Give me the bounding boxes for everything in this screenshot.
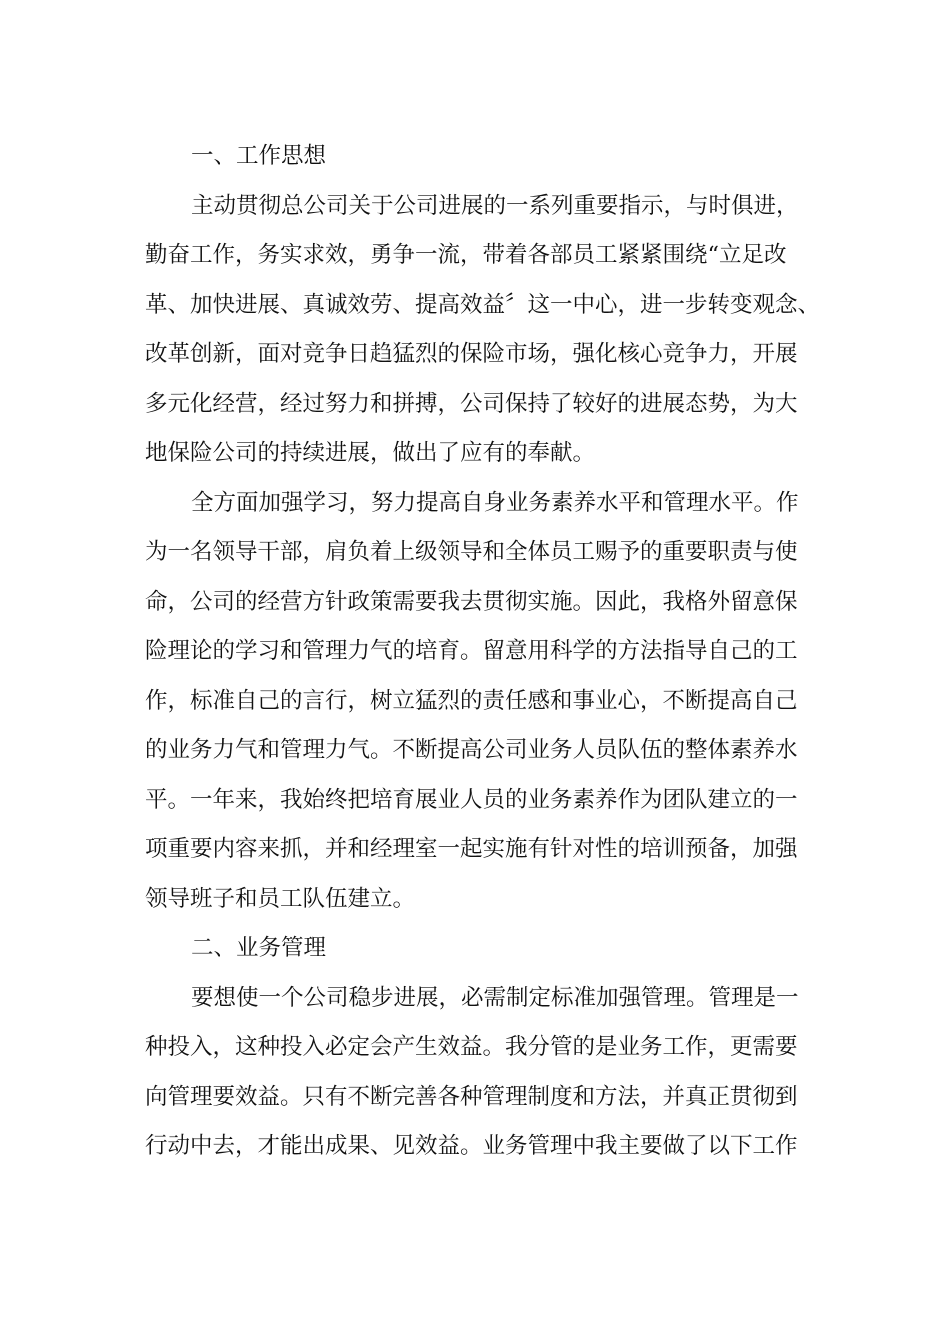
paragraph-line: 革、加快进展、真诚效劳、提高效益〞这一中心，进一步转变观念、 xyxy=(145,291,821,318)
paragraph-line: 种投入，这种投入必定会产生效益。我分管的是业务工作，更需要 xyxy=(145,1034,798,1060)
document-body xyxy=(145,132,821,1172)
paragraph-line: 命，公司的经营方针政策需要我去贯彻实施。因此，我格外留意保 xyxy=(145,588,798,615)
paragraph-line: 项重要内容来抓，并和经理室一起实施有针对性的培训预备，加强 xyxy=(145,836,798,862)
section-heading-1: 一、工作思想 xyxy=(191,143,327,169)
paragraph-line: 作，标准自己的言行，树立猛烈的责任感和事业心，不断提高自己 xyxy=(145,687,798,714)
paragraph-line: 的业务力气和管理力气。不断提高公司业务人员队伍的整体素养水 xyxy=(145,737,798,763)
paragraph-line: 为一名领导干部，肩负着上级领导和全体员工赐予的重要职责与使 xyxy=(145,539,798,565)
paragraph-line: 地保险公司的持续进展，做出了应有的奉献。 xyxy=(145,440,596,466)
paragraph-line: 领导班子和员工队伍建立。 xyxy=(145,885,416,912)
paragraph-line: 险理论的学习和管理力气的培育。留意用科学的方法指导自己的工 xyxy=(145,638,798,664)
paragraph-line: 平。一年来，我始终把培育展业人员的业务素养作为团队建立的一 xyxy=(145,786,798,813)
paragraph-line: 行动中去，才能出成果、见效益。业务管理中我主要做了以下工作 xyxy=(145,1133,798,1159)
paragraph-line: 向管理要效益。只有不断完善各种管理制度和方法，并真正贯彻到 xyxy=(145,1083,798,1110)
paragraph-line: 多元化经营，经过努力和拼搏，公司保持了较好的进展态势，为大 xyxy=(145,390,798,417)
paragraph-line: 要想使一个公司稳步进展，必需制定标准加强管理。管理是一 xyxy=(191,984,799,1011)
paragraph-line: 勤奋工作，务实求效，勇争一流，带着各部员工紧紧围绕“立足改 xyxy=(145,242,787,268)
paragraph-line: 全方面加强学习，努力提高自身业务素养水平和管理水平。作 xyxy=(191,489,799,516)
section-heading-2: 二、业务管理 xyxy=(191,935,327,961)
paragraph-line: 改革创新，面对竞争日趋猛烈的保险市场，强化核心竞争力，开展 xyxy=(145,341,798,367)
paragraph-line: 主动贯彻总公司关于公司进展的一系列重要指示，与时俱进， xyxy=(191,192,799,219)
